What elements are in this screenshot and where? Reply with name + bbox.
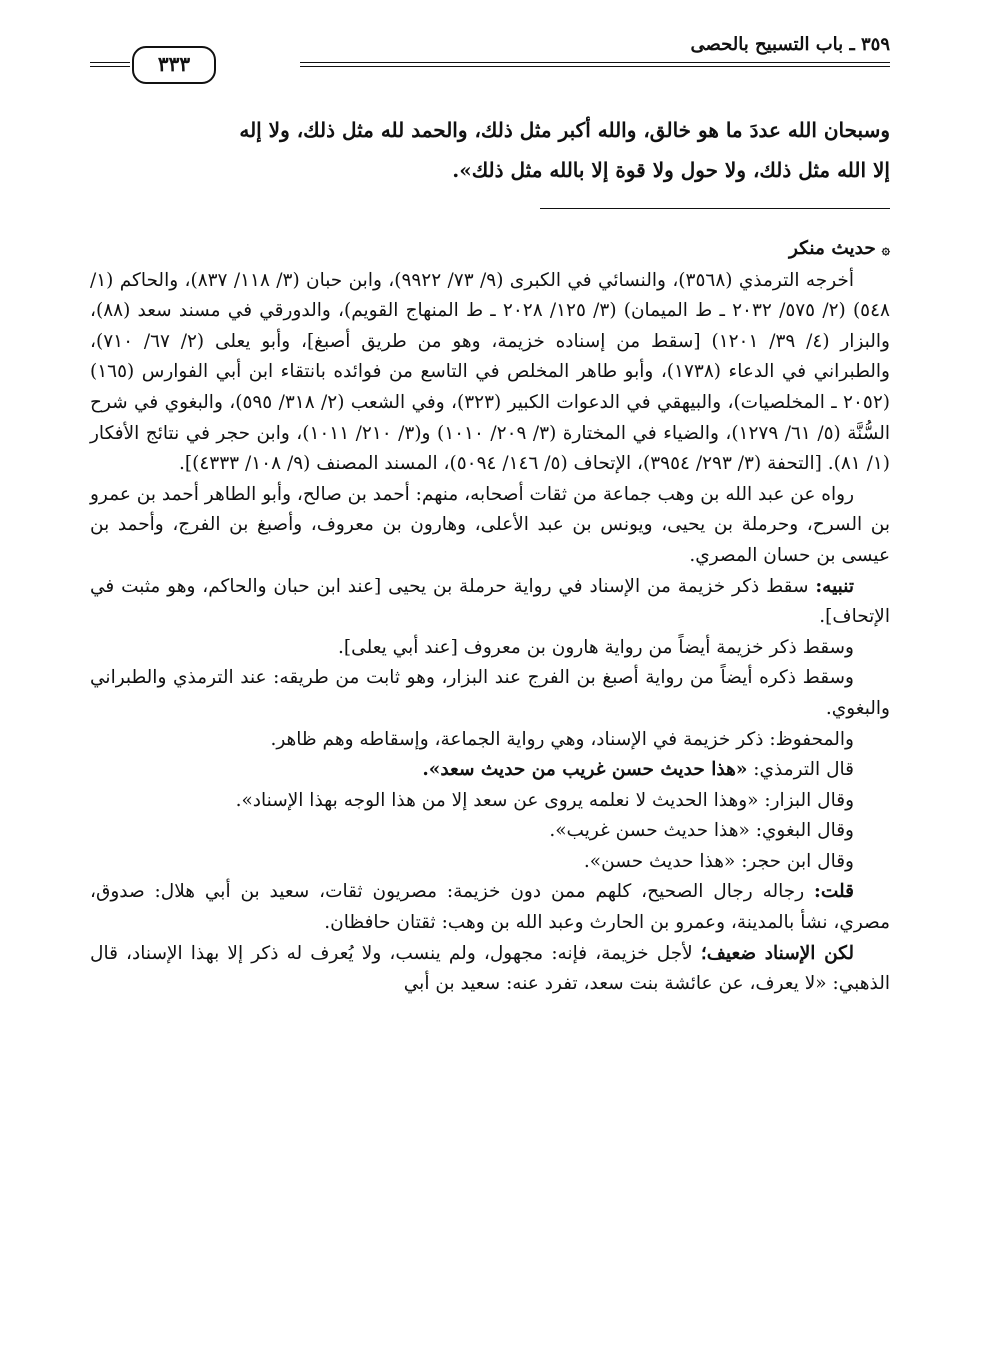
chapter-title: ٣٥٩ ـ باب التسبيح بالحصى [690,34,890,55]
lakin-label: لكن الإسناد ضعيف؛ [700,942,855,964]
ornament-icon: ۞ [881,242,890,258]
tanbih-label: تنبيه: [815,575,854,597]
riwayah-paragraph: رواه عن عبد الله بن وهب جماعة من ثقات أصحابه، منهم: أحمد بن صالح، وأبو الطاهر أحمد بن عمرو بن السرح، وحرملة بن يحيى، ويونس بن عبد الأعلى، وهارون بن معروف، وأصبغ بن الفرج، وأحمد بن عيسى بن حسان المصري. [90,483,890,566]
grade-label: حديث منكر [788,238,876,259]
hadith-line-1: وسبحان الله عددَ ما هو خالق، والله أكبر مثل ذلك، والحمد لله مثل ذلك، ولا إله [239,118,890,142]
header-rule-right [300,62,890,67]
mahfuz-paragraph: والمحفوظ: ذكر خزيمة في الإسناد، وهي رواية الجماعة، وإسقاطه وهم ظاهر. [270,728,854,750]
tanbih-paragraph [90,572,890,633]
book-page [90,30,890,1330]
ibnhajar-quote: «هذا حديث حسن». [583,850,736,872]
baghawi-paragraph [90,816,890,847]
hadith-text [90,110,890,190]
hadith-line-2: إلا الله مثل ذلك، ولا حول ولا قوة إلا بالله مثل ذلك». [452,158,890,182]
lakin-text: لأجل خزيمة، فإنه: مجهول، ولم ينسب، ولا يُعرف له ذكر إلا بهذا الإسناد، قال الذهبي: «لا يعرف، عن عائشة بنت سعد، تفرد عنه: سعيد بن أبي [90,942,890,995]
qultu-label: قلت: [814,881,854,903]
qultu-text: رجاله رجال الصحيح، كلهم ممن دون خزيمة: مصريون ثقات، سعيد بن أبي هلال: صدوق، مصري، نشأ بالمدينة، وعمرو بن الحارث وعبد الله بن وهب: ثقتان حافظان. [90,881,890,934]
tirmidhi-paragraph [90,755,890,786]
saqata-paragraph-2: وسقط ذكره أيضاً من رواية أصبغ بن الفرج عند البزار، وهو ثابت من طريقه: عند الترمذي والطبراني والبغوي. [90,667,890,719]
page-header [90,30,890,90]
ibnhajar-intro: وقال ابن حجر: [741,850,854,872]
takhrij-paragraph: أخرجه الترمذي (٣٥٦٨)، والنسائي في الكبرى (٩/ ٧٣/ ٩٩٢٢)، وابن حبان (٣/ ١١٨/ ٨٣٧)، والحاكم (١/ ٥٤٨) (٢/ ٥٧٥/ ٢٠٣٢ ـ ط الميمان) (٣/ ١٢٥/ ٢٠٢٨ ـ ط المنهاج القويم)، والدورقي في مسند سعد (٨٨)، والبزار (٤/ ٣٩/ ١٢٠١) [سقط من إسناده خزيمة، وهو من طريق أصبغ]، وأبو يعلى (٢/ ٦٧/ ٧١٠)، والطبراني في الدعاء (١٧٣٨)، وأبو طاهر المخلص في التاسع من فوائده بانتقاء ابن أبي الفوارس (١٦٥) (٢٠٥٢ ـ المخلصيات)، والبيهقي في الدعوات الكبير (٣٢٣)، وفي الشعب (٢/ ٣١٨/ ٥٩٥)، والبغوي في شرح السُّنَّة (٥/ ٦١/ ١٢٧٩)، والضياء في المختارة (٣/ ٢٠٩/ ١٠١٠) و(٣/ ٢١٠/ ١٠١١)، وابن حجر في نتائج الأفكار (١/ ٨١). [التحفة (٣/ ٢٩٣/ ٣٩٥٤)، الإتحاف (٥/ ١٤٦/ ٥٠٩٤)، المسند المصنف (٩/ ١٠٨/ ٤٣٣٣)]. [90,269,890,475]
header-rule-left [90,62,130,67]
bazzar-paragraph [90,786,890,817]
baghawi-quote: «هذا حديث حسن غريب». [549,820,750,842]
baghawi-intro: وقال البغوي: [755,820,854,842]
qultu-paragraph [90,877,890,938]
tirmidhi-intro: قال الترمذي: [753,759,854,781]
ibnhajar-paragraph [90,847,890,878]
saqata-paragraph-1: وسقط ذكر خزيمة أيضاً من رواية هارون بن معروف [عند أبي يعلى]. [338,636,854,658]
tanbih-text: سقط ذكر خزيمة من الإسناد في رواية حرملة بن يحيى [عند ابن حبان والحاكم، وهو مثبت في الإتحاف]. [90,575,890,628]
lakin-paragraph [90,939,890,1000]
commentary [90,234,890,1000]
page-number: ٣٣٣ [132,46,216,84]
tirmidhi-quote: «هذا حديث حسن غريب من حديث سعد». [422,759,748,781]
bazzar-quote: «وهذا الحديث لا نعلمه يروى عن سعد إلا من هذا الوجه بهذا الإسناد». [235,789,759,811]
hadith-grade [90,234,890,266]
bazzar-intro: وقال البزار: [764,789,854,811]
separator-rule [540,208,890,209]
